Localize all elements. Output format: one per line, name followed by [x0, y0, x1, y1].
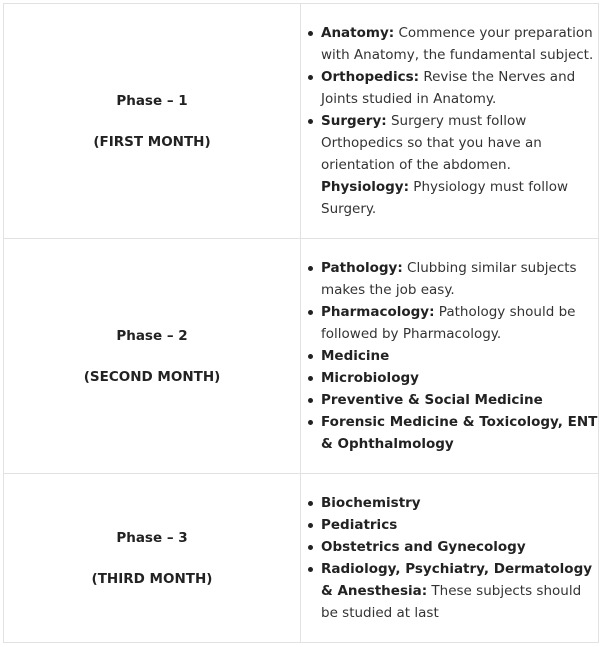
- list-item: [321, 536, 598, 558]
- phase-label-cell: [4, 239, 301, 474]
- subject-name: Pharmacology:: [321, 304, 435, 320]
- list-item: [321, 345, 598, 367]
- list-item: [321, 367, 598, 389]
- phase-title: Phase – 3: [116, 529, 188, 546]
- subject-name: Biochemistry: [321, 495, 421, 511]
- phase-month: (SECOND MONTH): [83, 368, 221, 385]
- subject-name: Radiology, Psychiatry, Dermatology & Anesthesia:: [321, 561, 593, 599]
- subject-list: [301, 257, 598, 455]
- subject-name: Pediatrics: [321, 517, 398, 533]
- subject-list: [301, 492, 598, 624]
- subject-name: Medicine: [321, 348, 390, 364]
- list-item: [321, 411, 598, 455]
- list-item: [321, 110, 598, 176]
- subject-name: Orthopedics:: [321, 69, 420, 85]
- phase-row: [4, 474, 599, 643]
- phase-details-cell: [301, 4, 599, 239]
- phase-label-cell: [4, 474, 301, 643]
- phase-details-cell: [301, 239, 599, 474]
- subject-note: Surgery must follow Orthopedics so that you have an orientation of the abdomen.: [321, 113, 542, 173]
- phase-title: Phase – 1: [116, 92, 188, 109]
- phase-month: (THIRD MONTH): [91, 570, 213, 587]
- subject-name: Pathology:: [321, 260, 403, 276]
- subject-name: Forensic Medicine & Toxicology, ENT & Ophthalmology: [321, 414, 598, 452]
- phase-row: [4, 239, 599, 474]
- subject-note: These subjects should be studied at last: [321, 583, 582, 621]
- phase-title: Phase – 2: [116, 327, 188, 344]
- list-item: [321, 514, 598, 536]
- phase-details-cell: [301, 474, 599, 643]
- subject-name: Obstetrics and Gynecology: [321, 539, 526, 555]
- study-plan-table: [3, 3, 599, 643]
- phase-month: (FIRST MONTH): [93, 133, 211, 150]
- subject-note: Commence your preparation with Anatomy, the fundamental subject.: [321, 25, 594, 63]
- phase-label-cell: [4, 4, 301, 239]
- list-item: [321, 257, 598, 301]
- list-item: [321, 66, 598, 110]
- list-item: [321, 389, 598, 411]
- subject-name: Preventive & Social Medicine: [321, 392, 543, 408]
- list-item: [321, 492, 598, 514]
- subject-note: Physiology must follow Surgery.: [321, 179, 569, 217]
- subject-name: Physiology:: [321, 179, 410, 195]
- list-item: [321, 176, 598, 220]
- subject-list: [301, 22, 598, 220]
- list-item: [321, 22, 598, 66]
- subject-name: Microbiology: [321, 370, 419, 386]
- subject-note: Pathology should be followed by Pharmacology.: [321, 304, 576, 342]
- list-item: [321, 558, 598, 624]
- subject-note: Revise the Nerves and Joints studied in Anatomy.: [321, 69, 576, 107]
- subject-note: Clubbing similar subjects makes the job easy.: [321, 260, 577, 298]
- subject-name: Surgery:: [321, 113, 387, 129]
- subject-name: Anatomy:: [321, 25, 395, 41]
- phase-row: [4, 4, 599, 239]
- list-item: [321, 301, 598, 345]
